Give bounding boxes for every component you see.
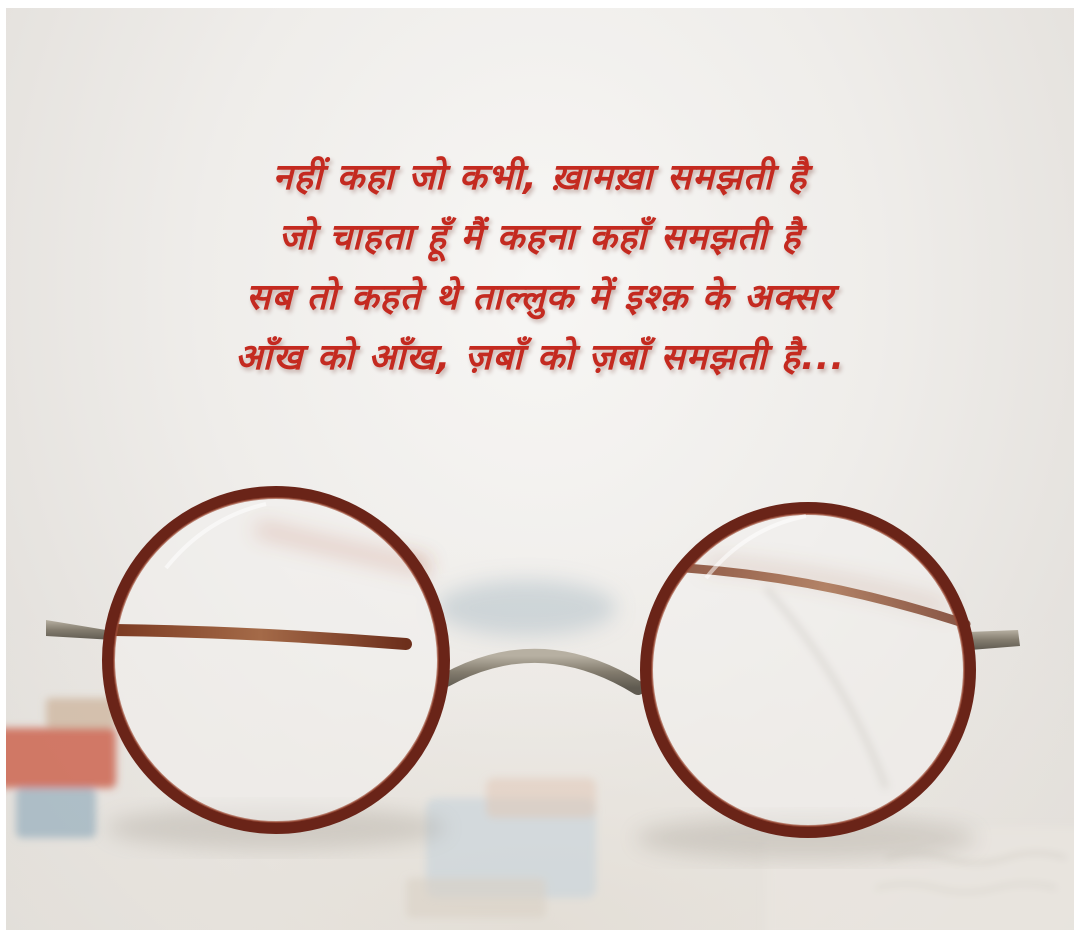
stamp-center: [406, 778, 596, 918]
glasses-scene: [6, 8, 1074, 930]
shayari-quote: [6, 148, 1074, 388]
quote-line-3: सब तो कहते थे ताल्लुक में इश्क़ के अक्सर: [246, 277, 834, 318]
quote-line-1: नहीं कहा जो कभी, ख़ामख़ा समझती है: [272, 157, 808, 198]
quote-line-4: आँख को आँख, ज़बाँ को ज़बाँ समझती है...: [234, 337, 846, 378]
quote-line-2: जो चाहता हूँ मैं कहना कहाँ समझती है: [278, 217, 802, 258]
photo: [6, 8, 1074, 930]
